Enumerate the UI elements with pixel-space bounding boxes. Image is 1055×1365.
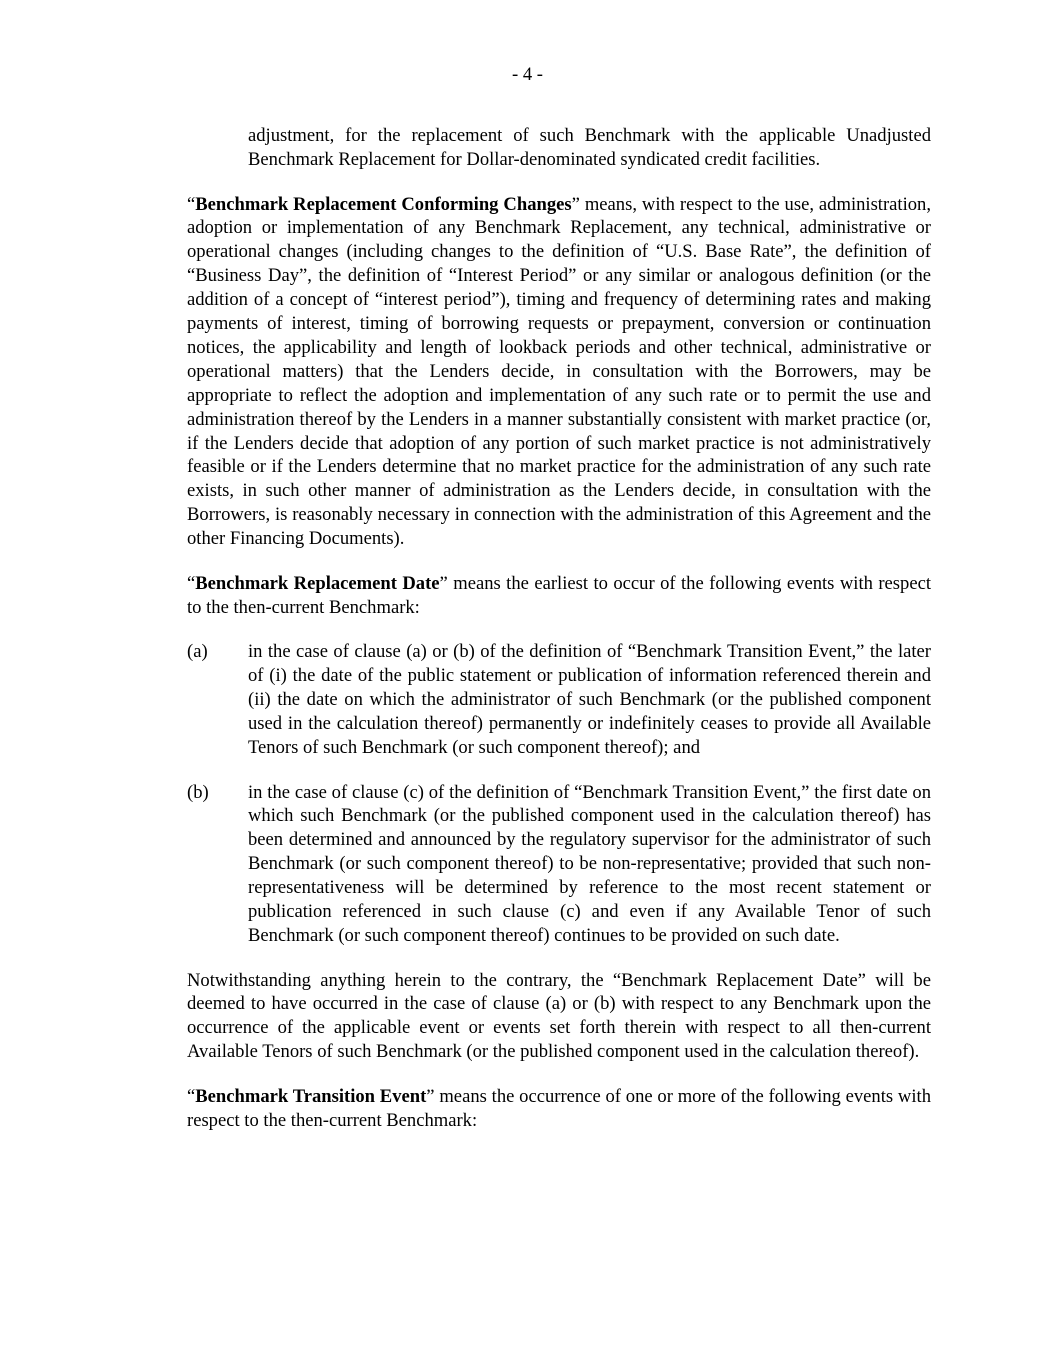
continuation-paragraph: adjustment, for the replacement of such Benchmark with the applicable Unadjusted Benchmark Replacement for Dollar-denominated syndicated credit facilities. <box>248 125 931 170</box>
clause-text: in the case of clause (a) or (b) of the definition of “Benchmark Transition Event,” the later of (i) the date of the public statement or publication of information referenced therein and (ii) the date on which the administrator of such Benchmark (or the published component used in the calculation thereof) permanently or indefinitely ceases to provide all Available Tenors of such Benchmark (or such component thereof); and <box>248 641 931 758</box>
clause-label: (a) <box>187 641 208 663</box>
definition-body: ” means the occurrence of one or more of the following events with respect to the then-current Benchmark: <box>187 1085 931 1131</box>
clause-a <box>187 640 931 760</box>
defined-term: Benchmark Replacement Conforming Changes <box>195 193 572 215</box>
open-quote: “ <box>187 1085 196 1107</box>
notwithstanding-paragraph: Notwithstanding anything herein to the contrary, the “Benchmark Replacement Date” will be deemed to have occurred in the case of clause (a) or (b) with respect to any Benchmark upon the occurrence of the applicable event or events set forth therein with respect to all then-current Available Tenors of such Benchmark (or the published component used in the calculation thereof). <box>187 969 931 1063</box>
definition-transition-event <box>187 1085 931 1133</box>
definition-body: ” means, with respect to the use, administration, adoption or implementation of any Benchmark Replacement, any technical, administrative or operational changes (including changes to the definition of “U.S. Base Rate”, the definition of “Business Day”, the definition of “Interest Period” or any similar or analogous definition (or the addition of a concept of “interest period”), timing and frequency of determining rates and making payments of interest, timing of borrowing requests or prepayment, conversion or continuation notices, the applicability and length of lookback periods and other technical, administrative or operational matters) that the Lenders decide, in consultation with the Borrowers, may be appropriate to reflect the adoption and implementation of any such rate or to permit the use and administration thereof by the Lenders in a manner substantially consistent with market practice (or, if the Lenders decide that adoption of any portion of such market practice is not administratively feasible or if the Lenders determine that no market practice for the administration of any such rate exists, in such other manner of administration as the Lenders decide, in consultation with the Borrowers, is reasonably necessary in connection with the administration of this Agreement and the other Financing Documents). <box>187 193 931 550</box>
clause-label: (b) <box>187 781 209 803</box>
defined-term: Benchmark Transition Event <box>195 1085 427 1107</box>
definition-replacement-date <box>187 572 931 620</box>
clause-text: in the case of clause (c) of the definition of “Benchmark Transition Event,” the first date on which such Benchmark (or the published component used in the calculation thereof) has been determined and announced by the regulatory supervisor for the administrator of such Benchmark (or such component thereof) to be non-representative; provided that such non-representativeness will be determined by reference to the most recent statement or publication referenced in such clause (c) and even if any Available Tenor of such Benchmark (or such component thereof) continues to be provided on such date. <box>248 781 931 946</box>
definition-body: ” means the earliest to occur of the following events with respect to the then-current Benchmark: <box>187 572 931 618</box>
page-number: - 4 - <box>512 64 543 85</box>
defined-term: Benchmark Replacement Date <box>195 572 440 594</box>
open-quote: “ <box>187 572 196 594</box>
clause-b <box>187 781 931 948</box>
open-quote: “ <box>187 193 196 215</box>
definition-conforming-changes <box>187 193 931 552</box>
document-body <box>187 124 931 1153</box>
